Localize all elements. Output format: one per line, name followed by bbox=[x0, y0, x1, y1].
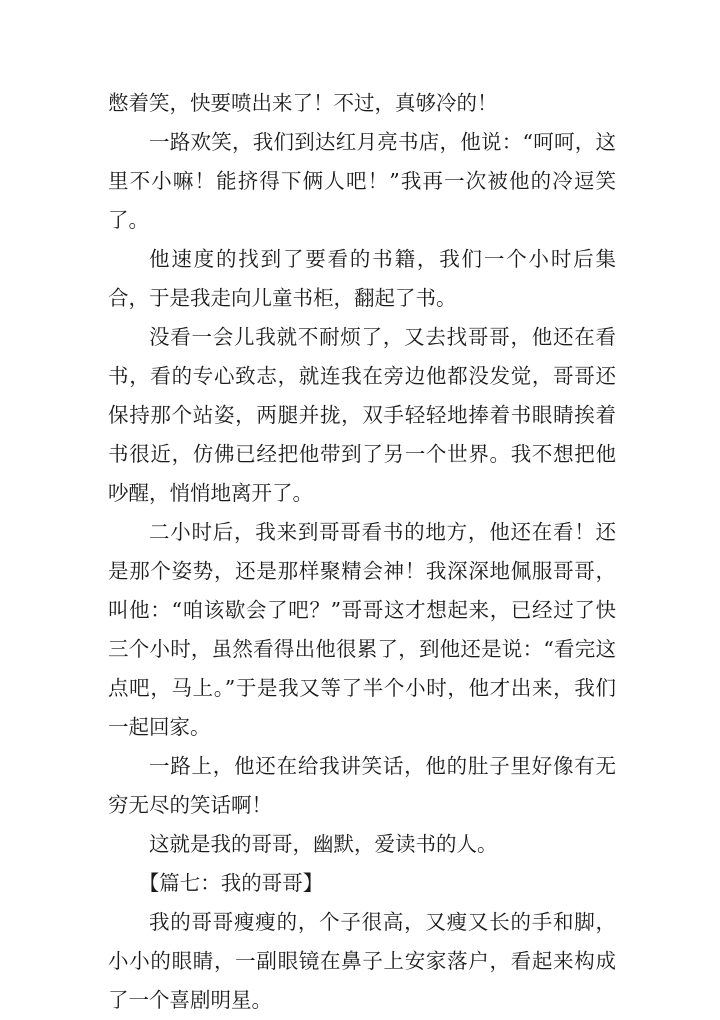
paragraph-continuation: 憋着笑，快要喷出来了！不过，真够冷的！ bbox=[108, 91, 498, 115]
paragraph-jokes-on-way: 一路上，他还在给我讲笑话，他的肚子里好像有无穷无尽的笑话啊！ bbox=[108, 754, 616, 817]
section-heading: 【篇七：我的哥哥】 bbox=[138, 871, 324, 895]
paragraph-find-books: 他速度的找到了要看的书籍，我们一个小时后集合，于是我走向儿童书柜，翻起了书。 bbox=[108, 247, 616, 310]
paragraph-brother-description: 我的哥哥瘦瘦的，个子很高，又瘦又长的手和脚，小小的眼睛，一副眼镜在鼻子上安家落户，看起来构成了一个喜剧明星。 bbox=[108, 910, 616, 1012]
paragraph-brother-reading: 没看一会儿我就不耐烦了，又去找哥哥，他还在看书，看的专心致志，就连我在旁边他都没发觉，哥哥还保持那个站姿，两腿并拢，双手轻轻地捧着书眼睛挨着书很近，仿佛已经把他带到了另一个世界。我不想把他吵醒，悄悄地离开了。 bbox=[108, 325, 616, 505]
document-page bbox=[108, 84, 616, 1020]
paragraph-two-hours-later: 二小时后，我来到哥哥看书的地方，他还在看！还是那个姿势，还是那样聚精会神！我深深地佩服哥哥，叫他：“咱该歇会了吧？”哥哥这才想起来，已经过了快三个小时，虽然看得出他很累了，到他还是说：“看完这点吧，马上。”于是我又等了半个小时，他才出来，我们一起回家。 bbox=[108, 520, 616, 739]
paragraph-bookstore: 一路欢笑，我们到达红月亮书店，他说：“呵呵，这里不小嘛！能挤得下俩人吧！”我再一次被他的冷逗笑了。 bbox=[108, 130, 616, 232]
paragraph-conclusion: 这就是我的哥哥，幽默，爱读书的人。 bbox=[149, 832, 498, 856]
